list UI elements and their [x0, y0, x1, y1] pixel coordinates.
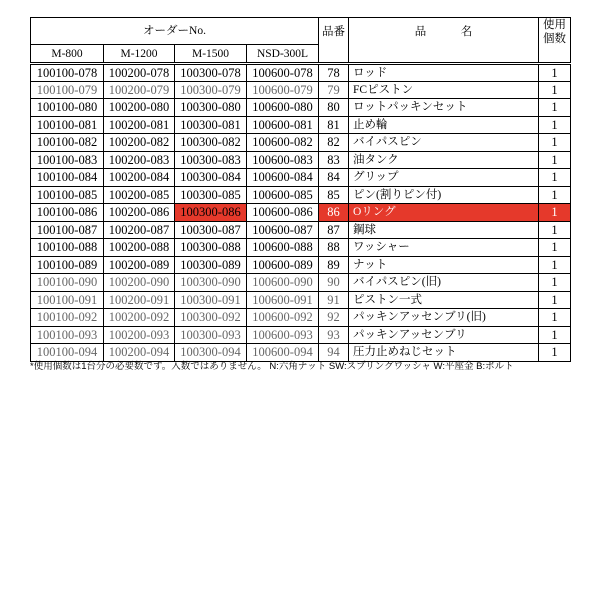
cell-m800-order-no: 100100-089: [31, 256, 104, 274]
cell-nsd300l-order-no: 100600-082: [247, 134, 319, 152]
header-model-m1500: M-1500: [175, 45, 247, 64]
cell-m1500-order-no: 100300-091: [175, 291, 247, 309]
cell-part-name: ワッシャー: [349, 239, 539, 257]
cell-m1500-order-no: 100300-085: [175, 186, 247, 204]
cell-part-number: 84: [319, 169, 349, 187]
cell-part-name: ロットパッキンセット: [349, 99, 539, 117]
cell-m1200-order-no: 100200-082: [104, 134, 175, 152]
header-model-nsd300l: NSD-300L: [247, 45, 319, 64]
cell-nsd300l-order-no: 100600-089: [247, 256, 319, 274]
table-row: [31, 64, 571, 82]
table-row: [31, 309, 571, 327]
cell-m1200-order-no: 100200-088: [104, 239, 175, 257]
cell-m1500-order-no: 100300-083: [175, 151, 247, 169]
cell-quantity: 1: [539, 99, 571, 117]
cell-part-number: 83: [319, 151, 349, 169]
cell-part-number: 93: [319, 326, 349, 344]
cell-part-number: 90: [319, 274, 349, 292]
cell-part-number: 78: [319, 64, 349, 82]
cell-quantity: 1: [539, 64, 571, 82]
cell-m800-order-no: 100100-081: [31, 116, 104, 134]
cell-part-number: 92: [319, 309, 349, 327]
cell-m800-order-no: 100100-094: [31, 344, 104, 362]
cell-nsd300l-order-no: 100600-078: [247, 64, 319, 82]
cell-m1500-order-no: 100300-081: [175, 116, 247, 134]
cell-part-number: 79: [319, 81, 349, 99]
cell-m1200-order-no: 100200-085: [104, 186, 175, 204]
table-row: [31, 291, 571, 309]
cell-part-name: パッキンアッセンブリ: [349, 326, 539, 344]
cell-part-name: FCピストン: [349, 81, 539, 99]
cell-m800-order-no: 100100-085: [31, 186, 104, 204]
cell-quantity: 1: [539, 344, 571, 362]
cell-m1500-order-no: 100300-079: [175, 81, 247, 99]
table-row: [31, 116, 571, 134]
cell-m1200-order-no: 100200-090: [104, 274, 175, 292]
table-header: [31, 18, 571, 64]
header-order-no: オーダーNo.: [31, 18, 319, 45]
cell-part-name: バイパスピン: [349, 134, 539, 152]
cell-m1200-order-no: 100200-093: [104, 326, 175, 344]
cell-quantity: 1: [539, 221, 571, 239]
table-row: [31, 326, 571, 344]
cell-nsd300l-order-no: 100600-090: [247, 274, 319, 292]
table-body: [31, 64, 571, 362]
cell-m1200-order-no: 100200-089: [104, 256, 175, 274]
cell-m1200-order-no: 100200-094: [104, 344, 175, 362]
header-model-m1200: M-1200: [104, 45, 175, 64]
cell-nsd300l-order-no: 100600-087: [247, 221, 319, 239]
cell-m1200-order-no: 100200-084: [104, 169, 175, 187]
cell-part-name: Oリング: [349, 204, 539, 222]
cell-nsd300l-order-no: 100600-079: [247, 81, 319, 99]
table-row: [31, 274, 571, 292]
cell-nsd300l-order-no: 100600-091: [247, 291, 319, 309]
cell-part-number: 94: [319, 344, 349, 362]
cell-m800-order-no: 100100-079: [31, 81, 104, 99]
cell-m800-order-no: 100100-083: [31, 151, 104, 169]
table-row: [31, 239, 571, 257]
cell-part-name: グリップ: [349, 169, 539, 187]
table-row: [31, 81, 571, 99]
cell-part-name: ピストン一式: [349, 291, 539, 309]
cell-quantity: 1: [539, 239, 571, 257]
cell-part-name: バイパスピン(旧): [349, 274, 539, 292]
cell-part-number: 86: [319, 204, 349, 222]
cell-m1500-order-no: 100300-086: [175, 204, 247, 222]
header-model-m800: M-800: [31, 45, 104, 64]
cell-m800-order-no: 100100-090: [31, 274, 104, 292]
cell-part-name: ナット: [349, 256, 539, 274]
table-row: [31, 151, 571, 169]
cell-part-name: 止め輪: [349, 116, 539, 134]
cell-m800-order-no: 100100-091: [31, 291, 104, 309]
cell-m1200-order-no: 100200-080: [104, 99, 175, 117]
cell-part-number: 91: [319, 291, 349, 309]
cell-nsd300l-order-no: 100600-081: [247, 116, 319, 134]
cell-m1500-order-no: 100300-090: [175, 274, 247, 292]
cell-m1200-order-no: 100200-091: [104, 291, 175, 309]
cell-quantity: 1: [539, 256, 571, 274]
header-part-number: 品番: [319, 18, 349, 64]
cell-part-name: 圧力止めねじセット: [349, 344, 539, 362]
table-row: [31, 344, 571, 362]
cell-nsd300l-order-no: 100600-085: [247, 186, 319, 204]
cell-part-name: パッキンアッセンブリ(旧): [349, 309, 539, 327]
cell-quantity: 1: [539, 186, 571, 204]
header-row: [31, 18, 571, 45]
cell-m800-order-no: 100100-082: [31, 134, 104, 152]
cell-part-number: 87: [319, 221, 349, 239]
cell-nsd300l-order-no: 100600-094: [247, 344, 319, 362]
cell-m1200-order-no: 100200-087: [104, 221, 175, 239]
cell-nsd300l-order-no: 100600-092: [247, 309, 319, 327]
table-row: [31, 186, 571, 204]
cell-m800-order-no: 100100-084: [31, 169, 104, 187]
cell-m800-order-no: 100100-092: [31, 309, 104, 327]
cell-nsd300l-order-no: 100600-088: [247, 239, 319, 257]
cell-quantity: 1: [539, 291, 571, 309]
cell-m1500-order-no: 100300-084: [175, 169, 247, 187]
footnote: *使用個数は1台分の必要数です。入数ではありません。 N:六角ナット SW:スプリングワッシャ W:平座金 B:ボルト: [30, 361, 514, 372]
cell-nsd300l-order-no: 100600-083: [247, 151, 319, 169]
cell-m1200-order-no: 100200-079: [104, 81, 175, 99]
cell-m1500-order-no: 100300-078: [175, 64, 247, 82]
cell-m1500-order-no: 100300-093: [175, 326, 247, 344]
cell-part-number: 88: [319, 239, 349, 257]
header-quantity: [539, 18, 571, 64]
cell-m1200-order-no: 100200-086: [104, 204, 175, 222]
table-row: [31, 169, 571, 187]
cell-m1200-order-no: 100200-083: [104, 151, 175, 169]
cell-part-number: 89: [319, 256, 349, 274]
cell-quantity: 1: [539, 204, 571, 222]
table-row: [31, 221, 571, 239]
cell-quantity: 1: [539, 274, 571, 292]
table-row: [31, 134, 571, 152]
cell-part-name: ロッド: [349, 64, 539, 82]
cell-m800-order-no: 100100-088: [31, 239, 104, 257]
cell-quantity: 1: [539, 326, 571, 344]
cell-part-number: 81: [319, 116, 349, 134]
cell-quantity: 1: [539, 309, 571, 327]
cell-quantity: 1: [539, 116, 571, 134]
cell-m800-order-no: 100100-093: [31, 326, 104, 344]
cell-m1500-order-no: 100300-089: [175, 256, 247, 274]
table-row: [31, 204, 571, 222]
cell-m1500-order-no: 100300-082: [175, 134, 247, 152]
cell-quantity: 1: [539, 134, 571, 152]
cell-m800-order-no: 100100-086: [31, 204, 104, 222]
cell-m1500-order-no: 100300-094: [175, 344, 247, 362]
cell-m1200-order-no: 100200-092: [104, 309, 175, 327]
cell-m1500-order-no: 100300-092: [175, 309, 247, 327]
table-row: [31, 99, 571, 117]
cell-quantity: 1: [539, 151, 571, 169]
cell-m1200-order-no: 100200-081: [104, 116, 175, 134]
cell-nsd300l-order-no: 100600-080: [247, 99, 319, 117]
cell-part-name: 油タンク: [349, 151, 539, 169]
cell-part-number: 82: [319, 134, 349, 152]
cell-quantity: 1: [539, 169, 571, 187]
header-part-name: 品 名: [349, 18, 539, 64]
cell-part-number: 80: [319, 99, 349, 117]
cell-part-name: ピン(割りピン付): [349, 186, 539, 204]
cell-part-name: 鋼球: [349, 221, 539, 239]
cell-m800-order-no: 100100-087: [31, 221, 104, 239]
cell-nsd300l-order-no: 100600-086: [247, 204, 319, 222]
cell-nsd300l-order-no: 100600-093: [247, 326, 319, 344]
cell-nsd300l-order-no: 100600-084: [247, 169, 319, 187]
parts-table: [30, 17, 571, 362]
cell-quantity: 1: [539, 81, 571, 99]
cell-m1500-order-no: 100300-080: [175, 99, 247, 117]
header-quantity-line2: 個数: [543, 33, 566, 45]
cell-m1200-order-no: 100200-078: [104, 64, 175, 82]
table-row: [31, 256, 571, 274]
cell-m1500-order-no: 100300-087: [175, 221, 247, 239]
cell-m1500-order-no: 100300-088: [175, 239, 247, 257]
cell-m800-order-no: 100100-078: [31, 64, 104, 82]
cell-m800-order-no: 100100-080: [31, 99, 104, 117]
header-quantity-line1: 使用: [543, 19, 566, 31]
cell-part-number: 85: [319, 186, 349, 204]
